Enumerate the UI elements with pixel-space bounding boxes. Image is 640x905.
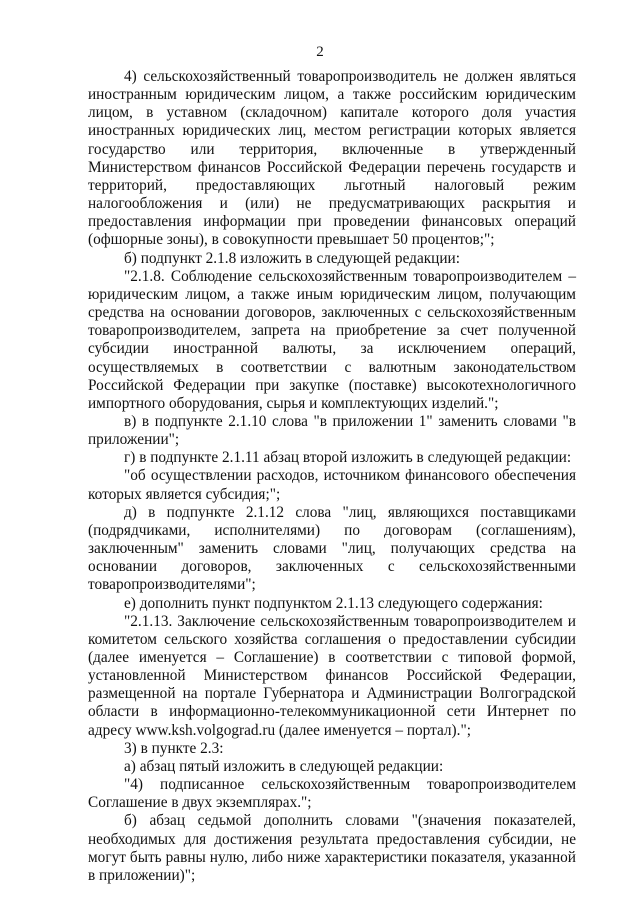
paragraph-subitem-g: г) в подпункте 2.1.11 абзац второй изложить в следующей редакции: [124, 449, 572, 467]
paragraph-subitem-v: в) в подпункте 2.1.10 слова "в приложении 1" заменить словами "в приложении"; [88, 412, 576, 449]
paragraph-quote-2-1-13: "2.1.13. Заключение сельскохозяйственным товаропроизводителем и комитетом сельского хозяйства соглашения о предоставлении субсидии (далее именуется – Соглашение) в соответствии с типовой формой, установленной Министерством финансов Российской Федерации, размещенной на портале Губернатора и Администрации Волгоградской области в информационно-телекоммуникационной сети Интернет по адресу www.ksh.volgograd.ru (далее именуется – портал)."; [88, 612, 576, 739]
paragraph-quote-agreement: "4) подписанное сельскохозяйственным товаропроизводителем Соглашение в двух экземплярах."; [88, 776, 576, 812]
paragraph-item-3: 3) в пункте 2.3: [124, 739, 224, 757]
paragraph-quote-expenses: "об осуществлении расходов, источником финансового обеспечения которых является субсидия;"; [88, 467, 576, 503]
page-number: 2 [316, 44, 324, 60]
paragraph-item-4: 4) сельскохозяйственный товаропроизводитель не должен являться иностранным юридическим лицом, а также российским юридическим лицом, в уставном (складочном) капитале которого доля участия иностранных юридических лиц, местом регистрации которых является государство или территория, включенные в утвержденный Министерством финансов Российской Федерации перечень государств и территорий, предоставляющих льготный налоговый режим налогообложения и (или) не предусматривающих раскрытия и предоставления информации при проведении финансовых операций (офшорные зоны), в совокупности превышает 50 процентов;"; [88, 68, 576, 249]
paragraph-subitem-a: а) абзац пятый изложить в следующей редакции: [124, 757, 444, 775]
paragraph-subitem-e: е) дополнить пункт подпунктом 2.1.13 следующего содержания: [124, 594, 543, 612]
paragraph-subitem-d: д) в подпункте 2.1.12 слова "лиц, являющихся поставщиками (подрядчиками, исполнителями) по договорам (соглашениям), заключенным" заменить словами "лиц, получающих средства на основании договоров, заключенных с сельскохозяйственными товаропроизводителями"; [88, 503, 576, 594]
paragraph-subitem-b: б) подпункт 2.1.8 изложить в следующей редакции: [124, 249, 460, 267]
paragraph-subitem-b-2: б) абзац седьмой дополнить словами "(значения показателей, необходимых для достижения результата предоставления субсидии, не могут быть равны нулю, либо ниже характеристики показателя, указанной в приложении)"; [88, 812, 576, 884]
document-body [88, 68, 576, 885]
paragraph-quote-2-1-8: "2.1.8. Соблюдение сельскохозяйственным товаропроизводителем – юридическим лицом, а также иным юридическим лицом, получающим средства на основании договоров, заключенных с сельскохозяйственным товаропроизводителем, запрета на приобретение за счет полученной субсидии иностранной валюты, за исключением операций, осуществляемых в соответствии с валютным законодательством Российской Федерации при закупке (поставке) высокотехнологичного импортного оборудования, сырья и комплектующих изделий."; [88, 267, 576, 412]
